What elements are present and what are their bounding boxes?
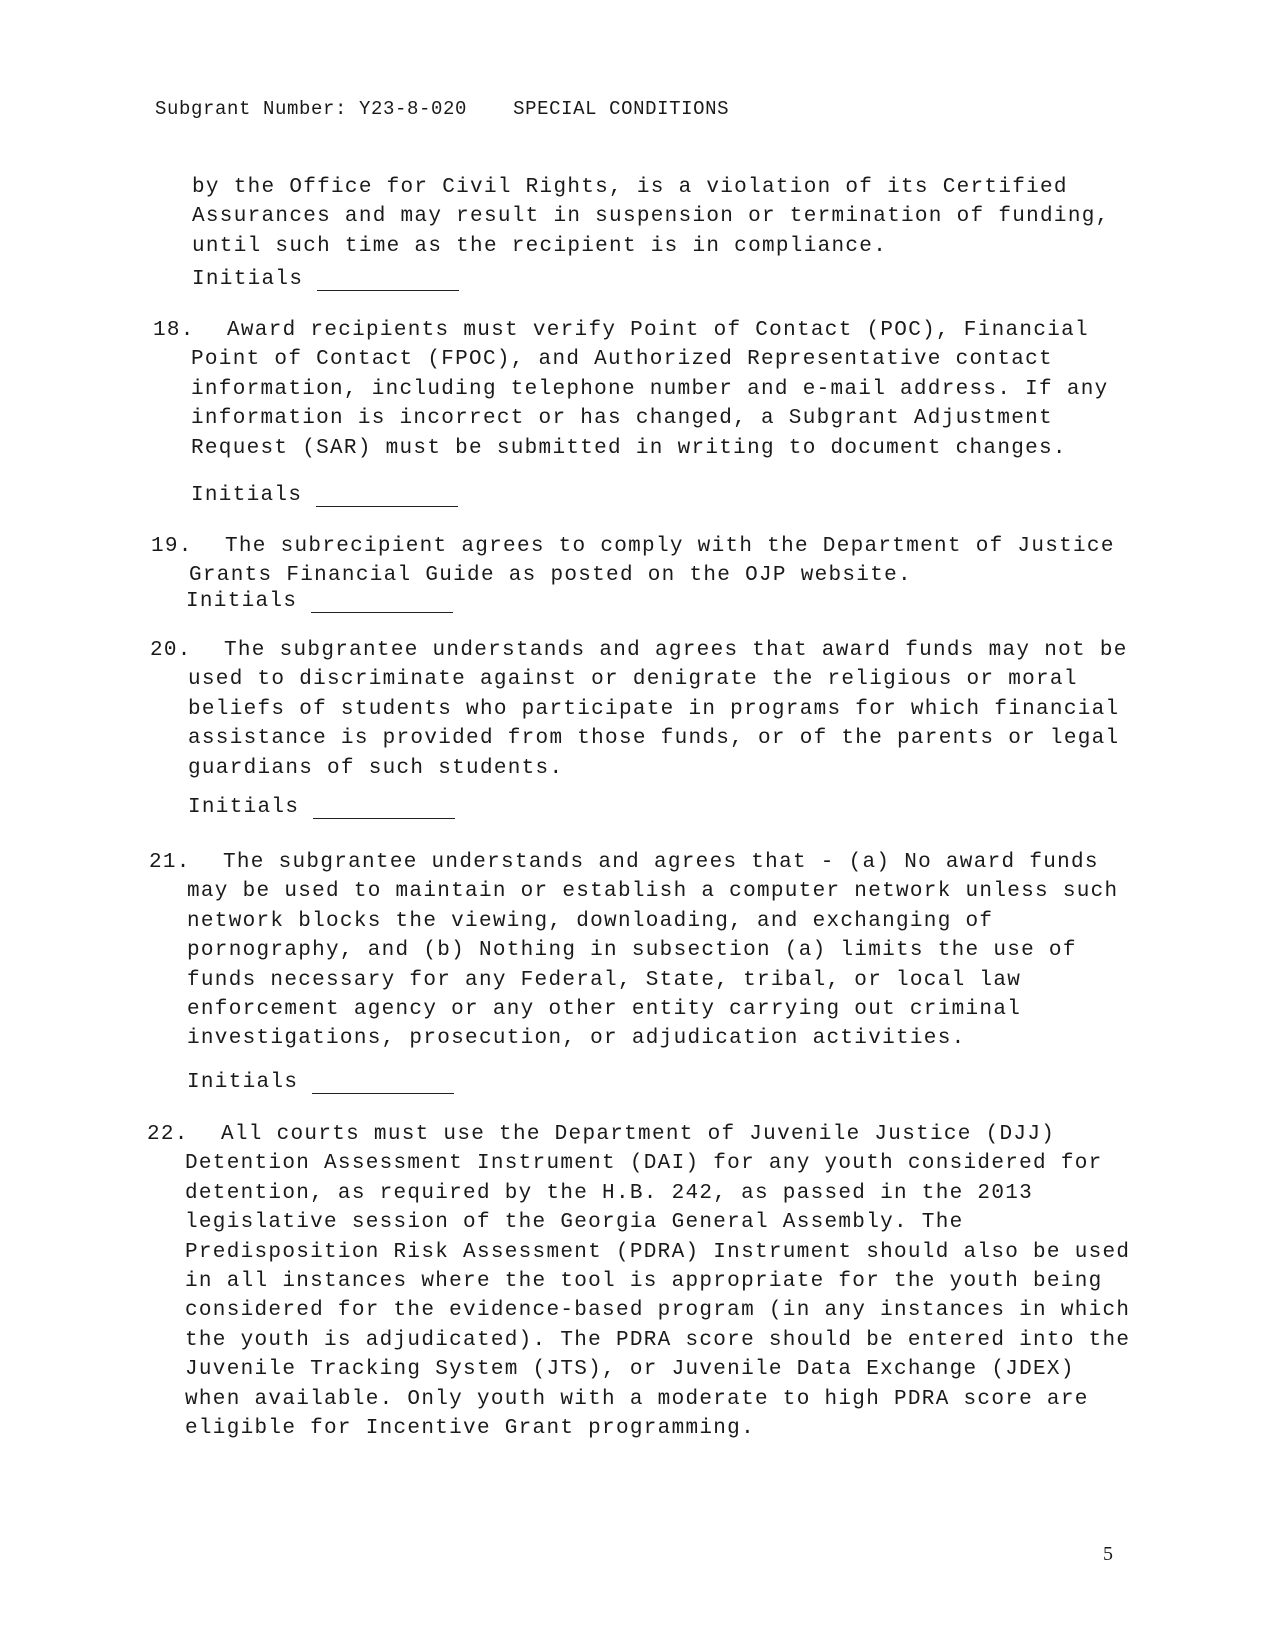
text-line: Point of Contact (FPOC), and Authorized Representative contact (191, 348, 1053, 372)
text-line: in all instances where the tool is appropriate for the youth being (185, 1270, 1103, 1294)
initials-field-17[interactable] (192, 268, 459, 291)
text-line: legislative session of the Georgia General Assembly. The (185, 1211, 964, 1235)
text-line: The subgrantee understands and agrees that award funds may not be (224, 639, 1128, 662)
text-line: guardians of such students. (188, 756, 564, 780)
text-line: the youth is adjudicated). The PDRA score should be entered into the (185, 1328, 1131, 1352)
text-line: considered for the evidence-based program (in any instances in which (185, 1299, 1131, 1323)
text-line: All courts must use the Department of Juvenile Justice (DJJ) (221, 1123, 1056, 1146)
condition-item-21 (149, 848, 1119, 1054)
text-line: pornography, and (b) Nothing in subsection (a) limits the use of (187, 939, 1077, 963)
text-line: beliefs of students who participate in programs for which financial (188, 697, 1120, 721)
condition-item-19 (151, 532, 1115, 591)
text-line: Assurances and may result in suspension or termination of funding, (192, 205, 1110, 229)
initials-blank[interactable] (317, 270, 459, 291)
initials-field-21[interactable] (187, 1071, 454, 1094)
text-line: detention, as required by the H.B. 242, as passed in the 2013 (185, 1181, 1034, 1205)
condition-item-22 (147, 1120, 1131, 1443)
text-line: The subrecipient agrees to comply with the Department of Justice (225, 535, 1115, 558)
initials-blank[interactable] (313, 798, 455, 819)
initials-field-19[interactable] (186, 590, 453, 613)
text-line: information is incorrect or has changed, a Subgrant Adjustment (191, 407, 1053, 431)
subgrant-number: Subgrant Number: Y23-8-020 (155, 98, 468, 120)
continuation-paragraph (192, 173, 1110, 261)
initials-blank[interactable] (311, 592, 453, 613)
initials-label: Initials (192, 268, 304, 291)
text-line: network blocks the viewing, downloading, and exchanging of (187, 909, 994, 933)
initials-label: Initials (191, 484, 303, 507)
text-line: Award recipients must verify Point of Contact (POC), Financial (227, 319, 1089, 342)
item-number: 21. (149, 851, 191, 874)
item-number: 19. (151, 535, 193, 558)
text-line: assistance is provided from those funds, or of the parents or legal (188, 727, 1120, 751)
text-line: Request (SAR) must be submitted in writing to document changes. (191, 436, 1067, 460)
text-line: eligible for Incentive Grant programming. (185, 1417, 755, 1441)
text-line: investigations, prosecution, or adjudication activities. (187, 1027, 966, 1051)
page-number: 5 (1103, 1543, 1113, 1565)
text-line: Detention Assessment Instrument (DAI) for any youth considered for (185, 1152, 1103, 1176)
text-line: by the Office for Civil Rights, is a violation of its Certified (192, 176, 1068, 199)
text-line: funds necessary for any Federal, State, tribal, or local law (187, 968, 1022, 992)
item-number: 22. (147, 1123, 189, 1146)
item-number: 20. (150, 639, 192, 662)
page-header (155, 98, 729, 120)
text-line: Juvenile Tracking System (JTS), or Juvenile Data Exchange (JDEX) (185, 1358, 1075, 1382)
text-line: when available. Only youth with a moderate to high PDRA score are (185, 1387, 1089, 1411)
condition-item-18 (153, 316, 1109, 463)
initials-field-18[interactable] (191, 484, 458, 507)
initials-field-20[interactable] (188, 796, 455, 819)
initials-label: Initials (186, 590, 298, 613)
text-line: information, including telephone number and e-mail address. If any (191, 377, 1109, 401)
initials-label: Initials (188, 796, 300, 819)
text-line: enforcement agency or any other entity carrying out criminal (187, 998, 1022, 1022)
item-number: 18. (153, 319, 195, 342)
text-line: The subgrantee understands and agrees that - (a) No award funds (223, 851, 1099, 874)
initials-blank[interactable] (316, 486, 458, 507)
text-line: Grants Financial Guide as posted on the OJP website. (189, 564, 912, 588)
text-line: used to discriminate against or denigrate the religious or moral (188, 668, 1078, 692)
text-line: until such time as the recipient is in compliance. (192, 234, 888, 258)
initials-blank[interactable] (312, 1073, 454, 1094)
condition-item-20 (150, 636, 1128, 783)
section-title: SPECIAL CONDITIONS (513, 98, 730, 120)
text-line: may be used to maintain or establish a computer network unless such (187, 880, 1119, 904)
initials-label: Initials (187, 1071, 299, 1094)
text-line: Predisposition Risk Assessment (PDRA) Instrument should also be used (185, 1240, 1131, 1264)
